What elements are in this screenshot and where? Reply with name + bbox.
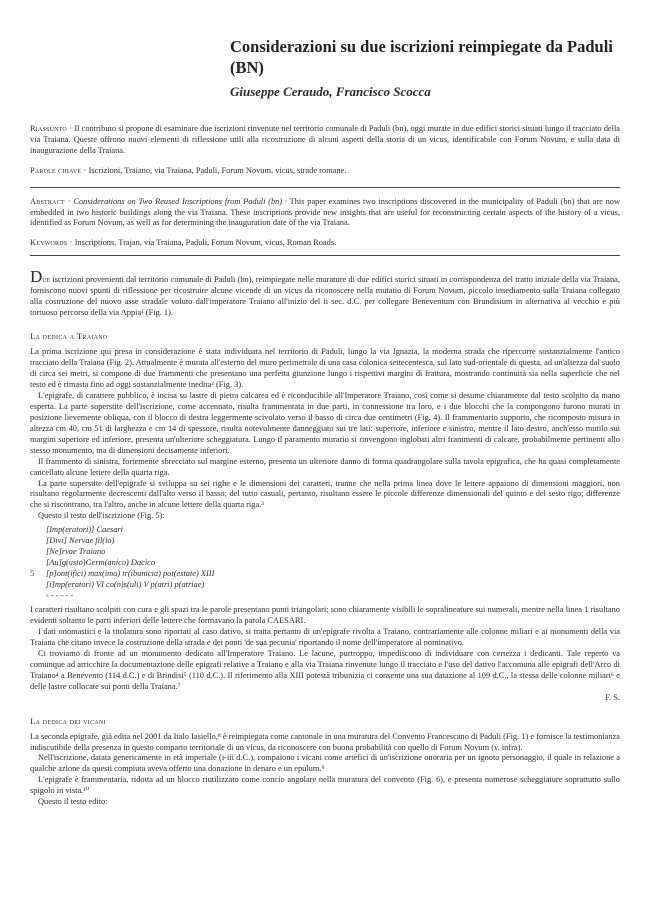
section-traiano-body xyxy=(30,347,620,522)
paragraph: I caratteri risultano scolpiti con cura e gli spazi tra le parole presentano punti triangolari; sono chiaramente visibili le sopralineature sui numerali, mentre nella linea 1 risultano evidenti soltanto le parti inferiori delle lettere che formavano la parola CAESARI. xyxy=(30,604,620,625)
paragraph: I dati onomastici e la titolatura sono riportati al caso dativo, si tratta pertanto di un'epigrafe rivolta a Traiano, contrariamente alle colonne miliari e ai monumenti della via Traiana che citano invece la costruzione della strada e dei ponti 'de sua pecunia' riportando il nome dell'imperatore al nominativo. xyxy=(30,626,620,647)
section-traiano-body-continued xyxy=(30,605,620,704)
introduction xyxy=(30,267,620,319)
abstract-text: This paper examines two inscriptions discovered in the municipality of Paduli (bn) that are now embedded in two historic buildings along the via Traiana. These inscriptions provide new insights that are useful for reconstructing certain aspects of the history of a vicus, identified as Forum Novum, as well as for determining the inauguration date of the via Traiana. xyxy=(30,196,621,228)
riassunto xyxy=(30,124,620,157)
paragraph: Nell'iscrizione, datata genericamente in età imperiale (i-iii d.C.), compaiono i vicani come artefici di un'iscrizione onoraria per un ignoto personaggio, il quale in relazione a qualche azione da questi compiuta aveva offerto una donazione in denaro e un epulum.⁹ xyxy=(30,753,620,774)
inscription-line xyxy=(46,536,620,547)
inscription-line xyxy=(46,547,620,558)
abstract-divider-bottom xyxy=(30,255,620,256)
inscription-line xyxy=(46,591,620,602)
inscription-line xyxy=(46,525,620,536)
paragraph: La parte superstite dell'epigrafe si sviluppa su sei righe e le dimensioni dei caratteri, tranne che nella prima linea dove le lettere appaiono di dimensioni maggiori, non risultano regolarmente decrescenti dall'alto verso il basso; del tutto casuali, pertanto, risultano essere le piccole differenze dimensionali del quinto e del sesto rigo; differenze che si riscontrano, tra l'altro, anche in alcune lettere della quarta riga.³ xyxy=(30,478,620,510)
riassunto-text: Il contributo si propone di esaminare due iscrizioni rinvenute nel territorio comunale di Paduli (bn), oggi murate in due edifici storici situati lungo il tracciato della via Traiana. Queste offrono nuovi elementi di riflessione utili alla ricostruzione di alcuni aspetti della storia di un vicus, identificabile con Forum Novum, e sulla data di inaugurazione della Traiana. xyxy=(30,124,621,155)
section-heading-vicani: La dedica dei vicani xyxy=(30,715,106,726)
keywords-label: Keywords · xyxy=(30,238,73,248)
inscription-line-text: [Imp(eratori)] Caesari xyxy=(46,525,124,535)
intro-text: iscrizioni provenienti dal territorio comunale di Paduli (bn), reimpiegate nelle murature di due edifici storici situati in corrispondenza del tratto iniziale della via Traiana, forniscono nuovi spunti di riflessione per ricostruire alcune vicende di un vicus da riconoscere nella mutatio di Forum Novum, piccolo insediamento sulla Traiana collegato alla costruzione del nuovo asse stradale voluto dall'imperatore Traiano all'inizio del ii sec. d.C. per collegare Beneventum con Brundisium in alternativa al vecchio e più tortuoso percorso della via Appia¹ (Fig. 1). xyxy=(30,275,620,318)
inscription-line-text: [Au]g(usto)Germ(anico) Dacico xyxy=(46,558,156,568)
intro-paragraph xyxy=(30,267,620,319)
parole-chiave xyxy=(30,166,620,177)
inscription-line-text: [p]ont(ifici) max(imo) tr(ibunicia) pot(estate) XIII xyxy=(46,569,215,579)
keywords-text: Inscriptions, Trajan, via Traiana, Paduli, Forum Novum, vicus, Roman Roads. xyxy=(74,238,337,248)
inscription-line-text: [i]mp(eratori) VI co(n)s(uli) V p(atri) p(atriae) xyxy=(46,580,205,590)
inscription-line xyxy=(46,580,620,591)
drop-cap: D xyxy=(30,267,43,287)
paragraph: Questo il testo dell'iscrizione (Fig. 5): xyxy=(38,511,165,521)
abstract-label: Abstract · xyxy=(30,196,71,206)
abstract-en xyxy=(30,197,620,230)
paragraph: La seconda epigrafe, già edita nel 2001 da Italo Iasiello,⁸ è reimpiegata come cantonale in una muratura del Convento Francescano di Paduli (Fig. 1) e fornisce la testimonianza indiscutibile della presenza in questo comparto territoriale di un vicus, da riconoscere con buona probabilità con quello di Forum Novum (v. infra). xyxy=(30,731,620,752)
line-number: 5 xyxy=(30,569,35,579)
inscription-line xyxy=(30,569,620,580)
riassunto-label: Riassunto · xyxy=(30,124,73,133)
abstract-divider-top xyxy=(30,187,620,188)
parole-label: Parole chiave · xyxy=(30,165,87,175)
paragraph: La prima iscrizione qui presa in considerazione è stata individuata nel territorio di Paduli, lungo la via Ignazia, la moderna strada che ripercorre sostanzialmente l'antico tracciato della Traiana (Fig. 2). Attualmente è murata all'esterno del muro perimetrale di una casa colonica settecentesca, sul lato sud-orientale di questa, ad un'altezza dal suolo di circa sei metri, si compone di due frammenti che presentano una perfetta giunzione lungo i rispettivi margini di frattura, mostrando continuità sia nella superficie che nel testo ed è rimasta fino ad oggi sostanzialmente inedita² (Fig. 3). xyxy=(30,347,620,389)
parole-text: Iscrizioni, Traiano, via Traiana, Paduli, Forum Novum, vicus, strade romane. xyxy=(88,165,347,175)
inscription-line-text: [Ne]rvae Traiano xyxy=(46,547,106,557)
paragraph: L'epigrafe è frammentaria, ridotta ad un blocco riutilizzato come concio angolare nella muratura del convento (Fig. 6), e presenta numerose scheggiature soprattutto sullo spigolo in vista.¹⁰ xyxy=(30,775,620,796)
paragraph: L'epigrafe, di carattere pubblico, è incisa su lastre di pietra calcarea ed è riconducibile all'Imperatore Traiano, così come si desume chiaramente dal testo scolpito da mano esperta. La parte superstite dell'iscrizione, come accennato, risulta frammentata in due parti, in connessione tra loro, e i due blocchi che la compongono furono murati in posizione lievemente obliqua, con il blocco di destra leggermente scivolato verso il basso di circa due centimetri (Fig. 4). Il frammentario supporto, che ricomposto misura in altezza cm 40, cm 51 di larghezza e cm 14 di spessore, risulta notevolmente danneggiato sui tre lati: superiore, inferiore e sinistro, mentre il lato destro, anch'esso mutilo sui margini superiore ed inferiore, presenta un'ulteriore scheggiatura. Lungo il paramento murario si rinvengono inglobati altri frammenti di calcare, probabilmente pertinenti allo stesso monumento, ma di dimensioni decisamente inferiori. xyxy=(30,390,620,455)
drop-cap-rest: ue xyxy=(42,275,51,285)
article-title: Considerazioni su due iscrizioni reimpiegate da Paduli (BN) xyxy=(230,37,613,77)
article-authors: Giuseppe Ceraudo, Francisco Scocca xyxy=(230,84,431,99)
section-vicani-body xyxy=(30,732,620,809)
inscription-line-text: [Divi] Nervae fil(io) xyxy=(46,536,115,546)
section-heading-traiano: La dedica a Traiano xyxy=(30,331,108,342)
keywords xyxy=(30,238,620,249)
paragraph: Ci troviamo di fronte ad un monumento dedicato all'Imperatore Traiano. Le lacune, purtroppo, impediscono di individuare con certezza i dedicanti. Tale reperto va comunque ad arricchire la documentazione delle epigrafi relative a Traiano e alla via Traiana rinvenute lungo il tracciato e l'uso del dativo l'accomuna alle epigrafi dell'Arco di Traiano⁴ a Benevento (114 d.C.) e di Brindisi⁵ (110 d.C.). Il riferimento alla XIII potestà tribunizia ci consente una sua datazione al 109 d.C., la stessa delle colonne miliari⁶ e delle lastre collocate sui ponti della Traiana.⁷ xyxy=(30,648,620,691)
inscription-line xyxy=(46,558,620,569)
abstract-title: Considerations on Two Reused Inscriptions from Paduli (bn) · xyxy=(73,196,287,206)
author-signature: F. S. xyxy=(605,692,620,702)
inscription-line-text: - - - - - - xyxy=(46,591,74,601)
paragraph: Il frammento di sinistra, fortemente sbrecciato sul margine esterno, presenta un ulteriore danno di forma quadrangolare sulla tavola epigrafica, che ha quasi completamente cancellato alcune lettere della quarta riga. xyxy=(30,456,620,477)
inscription-text xyxy=(30,525,620,602)
article-page xyxy=(30,36,620,808)
paragraph: Questo il testo edito: xyxy=(38,797,108,807)
